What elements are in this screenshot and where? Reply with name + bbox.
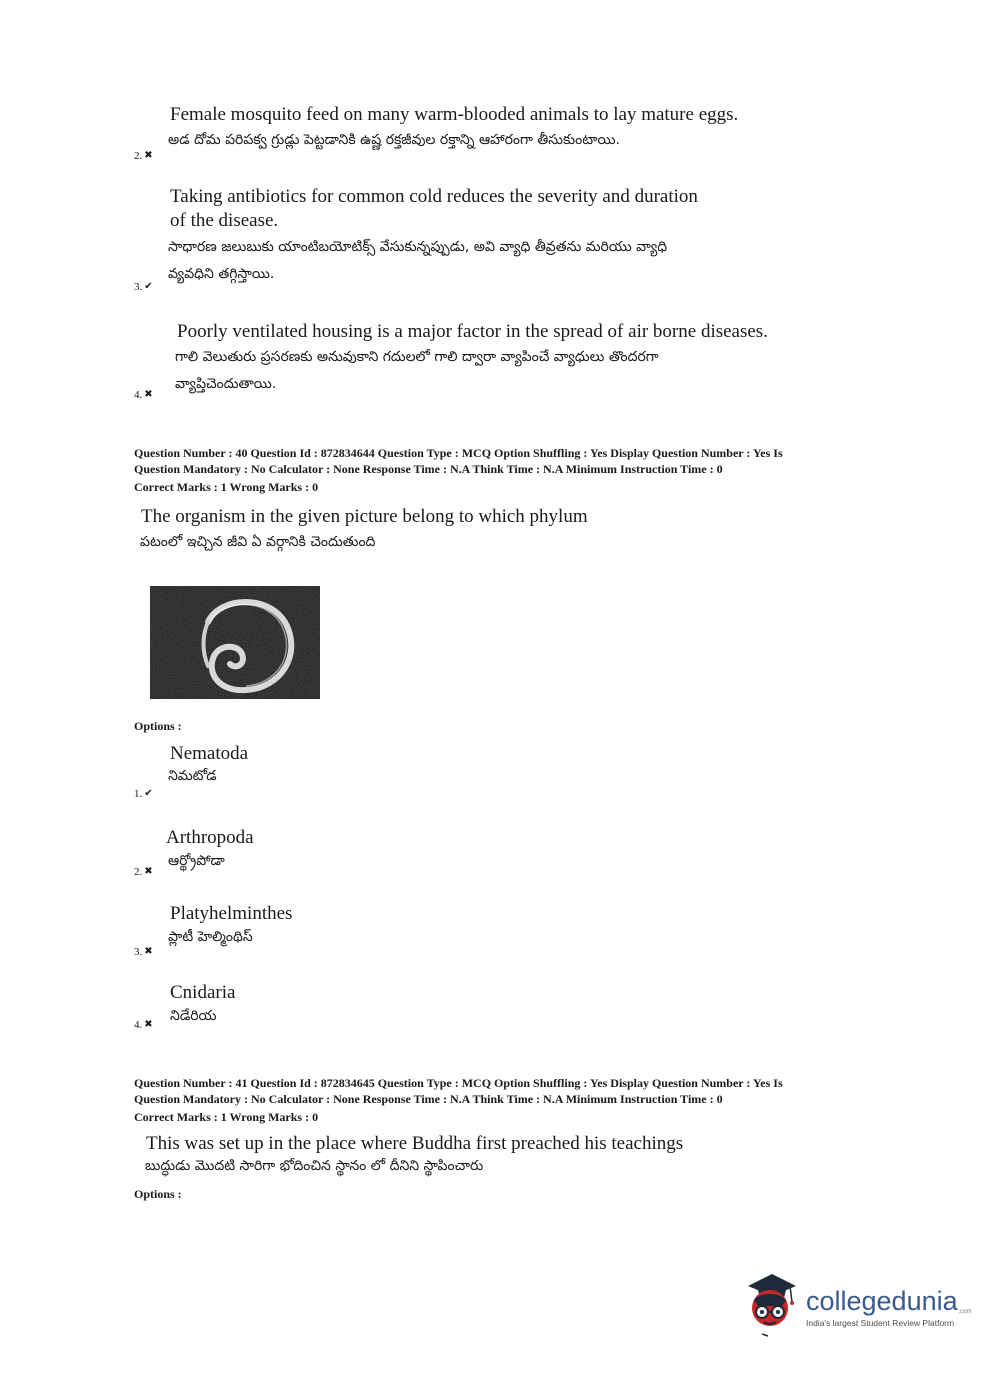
- question-41-meta: Question Number : 41 Question Id : 872834645 Question Type : MCQ Option Shuffling : Yes Display Question Number : Yes Is Question Mandatory : No Calculator : None Response Time : N.A Think Time : N.A Minimum Instruction Time : 0 Correct Marks : 1 Wrong Marks : 0: [134, 1076, 783, 1124]
- collegedunia-logo: [742, 1272, 972, 1342]
- cross-mark-icon: ✖: [144, 866, 153, 877]
- q40-option-3-te: ప్లాటీ హెల్మింథిస్: [168, 929, 253, 945]
- q40-option-number-4: 4. ✖: [134, 1019, 153, 1031]
- cross-mark-icon: ✖: [144, 150, 153, 161]
- roundworm-image: [150, 586, 320, 699]
- option-2-text-te-line1: సాధారణ జలుబుకు యాంటిబయోటిక్స్ వేసుకున్నప్పుడు, అవి వ్యాధి తీవ్రతను మరియు వ్యాధి: [168, 239, 668, 255]
- option-2-text-en-line1: Taking antibiotics for common cold reduces the severity and duration: [170, 186, 698, 207]
- mascot-icon: [742, 1272, 800, 1342]
- option-3-text-te-line2: వ్యాప్తిచెందుతాయి.: [175, 376, 277, 392]
- q40-option-2-te: ఆర్థ్రోపోడా: [168, 853, 225, 869]
- question-40-options-label: Options :: [134, 719, 182, 733]
- logo-suffix: .com: [958, 1308, 972, 1315]
- q40-option-4-te: నిడేరియ: [170, 1008, 217, 1024]
- option-3-text-en: Poorly ventilated housing is a major factor in the spread of air borne diseases.: [177, 321, 768, 342]
- check-mark-icon: ✔: [144, 281, 153, 292]
- option-number-2: 2. ✖: [134, 150, 153, 162]
- question-40-text-te: పటంలో ఇచ్చిన జీవి ఏ వర్గానికి చెందుతుంది: [140, 534, 376, 550]
- option-number-3: 3. ✔: [134, 281, 153, 293]
- option-number-4: 4. ✖: [134, 389, 153, 401]
- logo-name: collegedunia: [806, 1285, 958, 1316]
- option-3-text-te-line1: గాలి వెలుతురు ప్రసరణకు అనువుకాని గదులలో గాలి ద్వారా వ్యాపించే వ్యాధులు తొందరగా: [175, 349, 659, 365]
- q40-option-number-3: 3. ✖: [134, 946, 153, 958]
- check-mark-icon: ✔: [144, 788, 153, 799]
- q40-option-3-en: Platyhelminthes: [170, 903, 293, 924]
- question-40-text-en: The organism in the given picture belong to which phylum: [141, 506, 588, 527]
- option-2-text-en-line2: of the disease.: [170, 210, 279, 231]
- q40-option-2-en: Arthropoda: [166, 827, 254, 848]
- q40-option-number-1: 1. ✔: [134, 788, 153, 800]
- question-41-text-en: This was set up in the place where Buddha first preached his teachings: [146, 1133, 684, 1154]
- question-40-figure: [150, 586, 320, 699]
- q40-option-4-en: Cnidaria: [170, 982, 236, 1003]
- q40-option-1-te: నిమటోడ: [168, 768, 217, 784]
- option-1-text-en: Female mosquito feed on many warm-blooded animals to lay mature eggs.: [170, 104, 739, 125]
- cross-mark-icon: ✖: [144, 1019, 153, 1030]
- question-40-meta: Question Number : 40 Question Id : 872834644 Question Type : MCQ Option Shuffling : Yes Display Question Number : Yes Is Question Mandatory : No Calculator : None Response Time : N.A Think Time : N.A Minimum Instruction Time : 0 Correct Marks : 1 Wrong Marks : 0: [134, 446, 783, 494]
- logo-tagline: India's largest Student Review Platform: [806, 1317, 955, 1328]
- question-41-text-te: బుద్ధుడు మొదటి సారిగా భోదించిన స్థానం లో దీనిని స్థాపించారు: [145, 1158, 484, 1174]
- option-2-text-te-line2: వ్యవధిని తగ్గిస్తాయి.: [168, 266, 275, 282]
- q40-option-1-en: Nematoda: [170, 743, 249, 764]
- cross-mark-icon: ✖: [144, 946, 153, 957]
- q40-option-number-2: 2. ✖: [134, 866, 153, 878]
- logo-text-block: [806, 1287, 972, 1328]
- option-1-text-te: అడ దోమ పరిపక్వ గ్రుడ్లు పెట్టడానికి ఉష్ణ రక్తజీవుల రక్తాన్ని ఆహారంగా తీసుకుంటాయి.: [168, 132, 620, 148]
- question-41-options-label: Options :: [134, 1187, 182, 1201]
- cross-mark-icon: ✖: [144, 389, 153, 400]
